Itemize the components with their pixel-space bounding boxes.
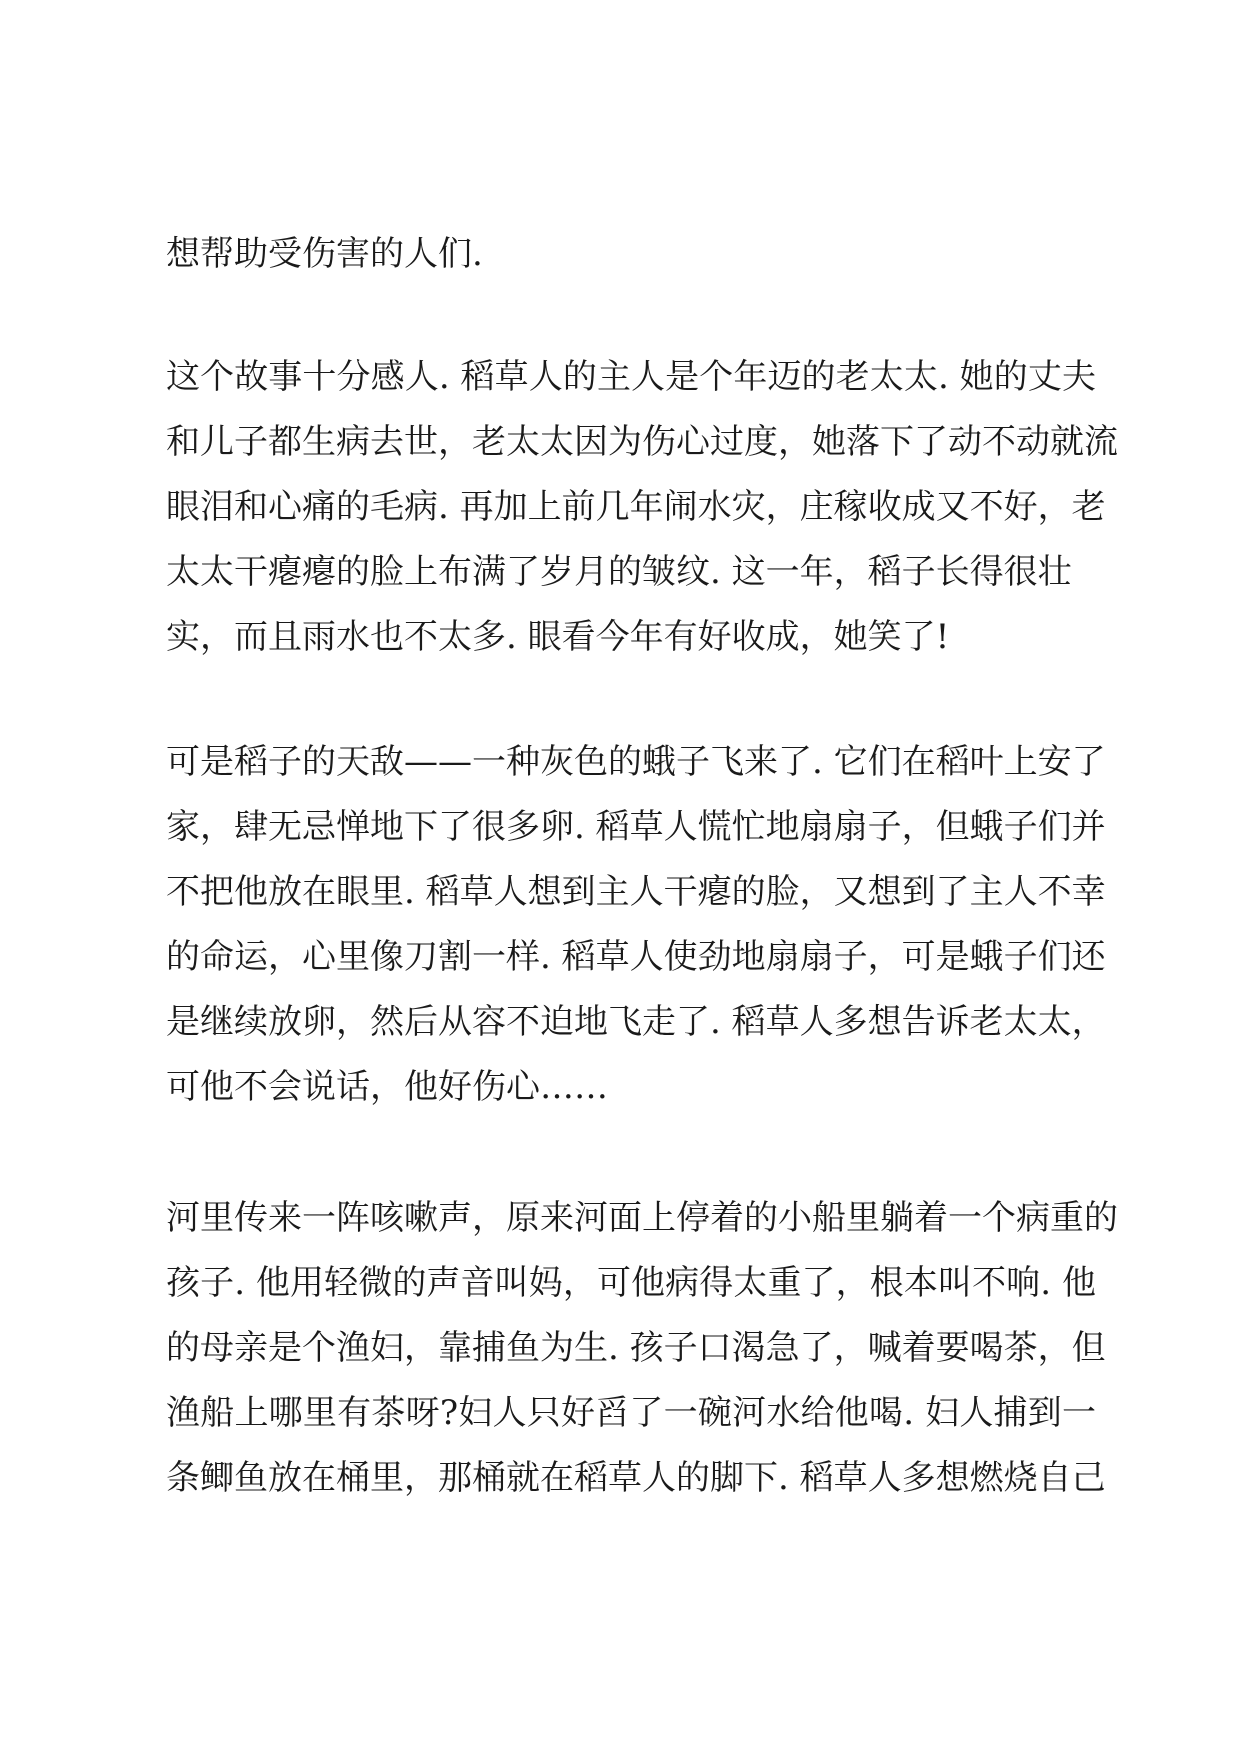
paragraph-line: 渔船上哪里有茶呀?妇人只好舀了一碗河水给他喝. 妇人捕到一	[166, 1393, 1096, 1433]
paragraph-line: 实，而且雨水也不太多. 眼看今年有好收成，她笑了!	[166, 617, 950, 657]
paragraph-2	[166, 345, 1118, 670]
paragraph-line: 是继续放卵，然后从容不迫地飞走了. 稻草人多想告诉老太太，	[166, 1002, 1106, 1042]
paragraph-line: 河里传来一阵咳嗽声，原来河面上停着的小船里躺着一个病重的	[166, 1198, 1118, 1238]
paragraph-4	[166, 1186, 1118, 1511]
paragraph-line: 的母亲是个渔妇，靠捕鱼为生. 孩子口渴急了，喊着要喝茶，但	[166, 1328, 1106, 1368]
paragraph-line: 不把他放在眼里. 稻草人想到主人干瘪的脸，又想到了主人不幸	[166, 872, 1106, 912]
paragraph-line: 太太干瘪瘪的脸上布满了岁月的皱纹. 这一年，稻子长得很壮	[166, 552, 1072, 592]
paragraph-line: 的命运，心里像刀割一样. 稻草人使劲地扇扇子，可是蛾子们还	[166, 937, 1106, 977]
paragraph-line: 这个故事十分感人. 稻草人的主人是个年迈的老太太. 她的丈夫	[166, 357, 1096, 397]
paragraph-line: 想帮助受伤害的人们.	[166, 234, 483, 274]
paragraph-line: 眼泪和心痛的毛病. 再加上前几年闹水灾，庄稼收成又不好，老	[166, 487, 1106, 527]
paragraph-line: 条鲫鱼放在桶里，那桶就在稻草人的脚下. 稻草人多想燃烧自己	[166, 1458, 1106, 1498]
paragraph-line: 可是稻子的天敌——一种灰色的蛾子飞来了. 它们在稻叶上安了	[166, 742, 1106, 782]
paragraph-line: 可他不会说话，他好伤心……	[166, 1067, 608, 1107]
paragraph-line: 孩子. 他用轻微的声音叫妈，可他病得太重了，根本叫不响. 他	[166, 1263, 1096, 1303]
paragraph-1	[166, 222, 1096, 287]
paragraph-3	[166, 730, 1106, 1120]
paragraph-line: 和儿子都生病去世，老太太因为伤心过度，她落下了动不动就流	[166, 422, 1118, 462]
paragraph-line: 家，肆无忌惮地下了很多卵. 稻草人慌忙地扇扇子，但蛾子们并	[166, 807, 1106, 847]
